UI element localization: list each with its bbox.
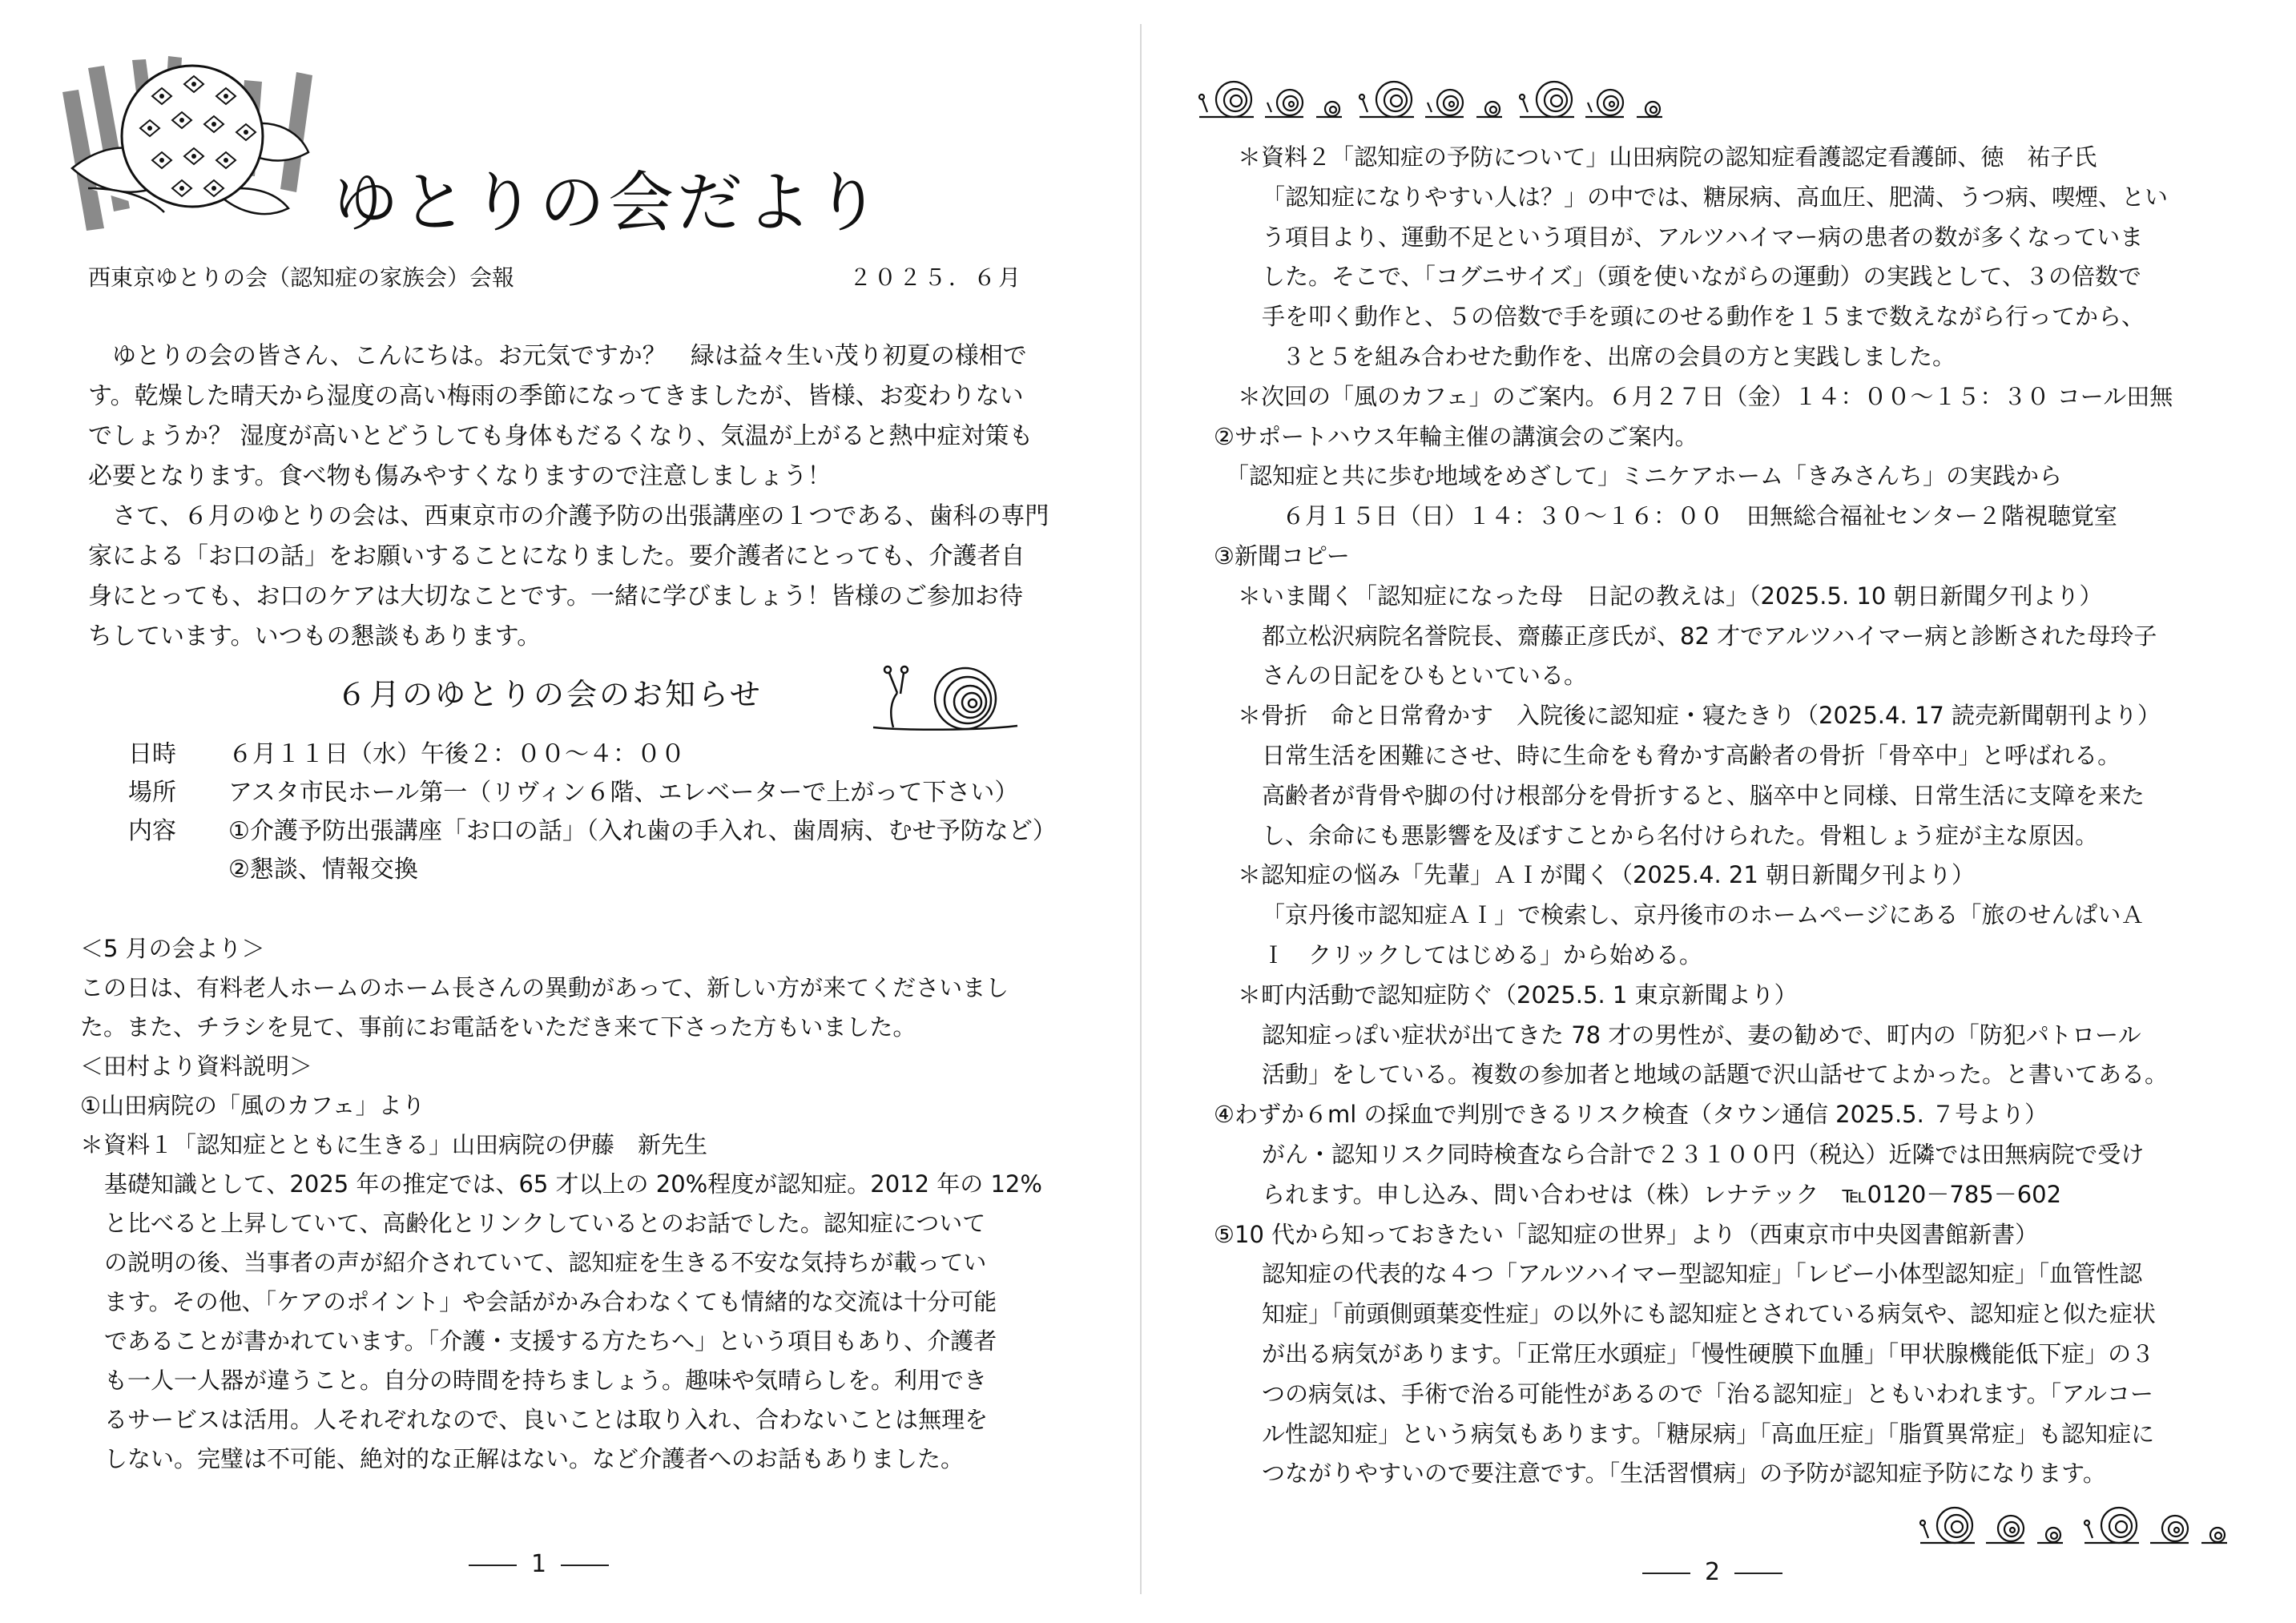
report-heading: ＜田村より資料説明＞ [80,1053,313,1080]
content-line: つの病気は、手術で治る可能性があるので「治る認知症」ともいわれます。「アルコー [1262,1379,2154,1408]
content-line: ＊次回の「風のカフェ」のご案内。６月２７日（金）１４：００～１５：３０ コール田無 [1238,382,2173,410]
content-line: 都立松沢病院名誉院長、齋藤正彦氏が、82 才でアルツハイマー病と診断された母玲子 [1262,622,2157,650]
content-line: ＊資料２「認知症の予防について」山田病院の認知症看護認定看護師、徳 祐子氏 [1238,143,2097,171]
content-line: ＊町内活動で認知症防ぐ（2025.5. 1 東京新聞より） [1238,981,1798,1009]
content-line: 「認知症になりやすい人は？」の中では、糖尿病、高血圧、肥満、うつ病、喫煙、とい [1262,183,2169,211]
report-line: ます。その他、「ケアのポイント」や会話がかみ合わなくても情緒的な交流は十分可能 [104,1288,997,1315]
content-line: ６月１５日（日）１４：３０～１６：００ 田無総合福祉センター２階視聴覚室 [1282,502,2117,530]
page-number-text: 1 [531,1550,547,1578]
info-value: アスタ市民ホール第一（リヴィン６階、エレベーターで上がって下さい） [228,779,1019,807]
intro-line: 身にとっても、お口のケアは大切なことです。一緒に学びましょう！皆様のご参加お待 [88,582,1023,610]
info-label: 内容 [128,817,176,845]
hydrangea-illustration [56,48,328,240]
content-line: 日常生活を困難にさせ、時に生命をも脅かす高齢者の骨折「骨卒中」と呼ばれる。 [1262,741,2121,769]
intro-paragraph [88,336,1053,657]
page-number-text: 2 [1705,1558,1721,1586]
content-line: ＊骨折 命と日常脅かす 入院後に認知症・寝たきり（2025.4. 17 読売新聞朝刊より） [1238,702,2161,730]
info-value: ①介護予防出張講座「お口の話」（入れ歯の手入れ、歯周病、むせ予防など） [228,817,1057,845]
page-number [1642,1558,1782,1586]
intro-line: 必要となります。食べ物も傷みやすくなりますので注意しましょう！ [88,462,832,490]
intro-line: す。乾燥した晴天から湿度の高い梅雨の季節になってきましたが、皆様、お変わりない [88,382,1024,410]
page-2-content [1214,138,2219,1494]
report-line: た。また、チラシを見て、事前にお電話をいただき来て下さった方もいました。 [80,1013,916,1041]
content-line: ３と５を組み合わせた動作を、出席の会員の方と実践しました。 [1282,342,1956,370]
content-line: ②サポートハウス年輪主催の講演会のご案内。 [1214,422,1698,450]
content-line: つながりやすいので要注意です。「生活習慣病」の予防が認知症予防になります。 [1262,1460,2106,1488]
report-line: であることが書かれています。「介護・支援する方たちへ」という項目もあり、介護者 [104,1327,997,1355]
notice-title: ６月のゆとりの会のお知らせ [336,677,763,712]
content-line: ③新聞コピー [1214,542,1350,570]
content-line: ＊いま聞く「認知症になった母 日記の教えは」（2025.5. 10 朝日新聞夕刊より） [1238,582,2103,610]
content-line: ＊認知症の悩み「先輩」ＡＩが聞く（2025.4. 21 朝日新聞夕刊より） [1238,861,1976,889]
content-line: 知症」「前頭側頭葉変性症」の以外にも認知症とされている病気や、認知症と似た症状 [1262,1300,2156,1328]
content-line: し、余命にも悪影響を及ぼすことから名付けられた。骨粗しょう症が主な原因。 [1262,821,2099,849]
content-line: 「京丹後市認知症ＡＩ」で検索し、京丹後市のホームページにある「旅のせんぱいＡ [1262,901,2145,929]
report-line: ①山田病院の「風のカフェ」より [80,1092,425,1119]
may-meeting-report [80,929,1061,1479]
issue-date: ２０２５．６月 [849,264,1024,291]
report-line: この日は、有料老人ホームのホーム長さんの異動があって、新しい方が来てくださいまし [80,974,1009,1001]
content-line: られます。申し込み、問い合わせは（株）レナテック ℡0120－785－602 [1262,1180,2062,1208]
report-line: の説明の後、当事者の声が紹介されていて、認知症を生きる不安な気持ちが載ってい [104,1249,987,1276]
page-number [469,1550,609,1578]
content-line: 認知症の代表的な４つ「アルツハイマー型認知症」「レビー小体型認知症」「血管性認 [1262,1260,2143,1288]
page-1 [0,0,1138,1623]
content-line: 手を叩く動作と、５の倍数で手を頭にのせる動作を１５まで数えながら行ってから、 [1262,303,2145,331]
snail-illustration [865,657,1025,737]
report-line: と比べると上昇していて、高齢化とリンクしているとのお話でした。認知症について [104,1210,986,1237]
intro-line: ちしています。いつもの懇談もあります。 [88,622,542,650]
page-fold [1140,24,1142,1594]
report-line: ＊資料１「認知症とともに生きる」山田病院の伊藤 新先生 [80,1131,708,1158]
report-line: しない。完璧は不可能、絶対的な正解はない。など介護者へのお話もありました。 [104,1445,965,1472]
content-line: 「認知症と共に歩む地域をめざして」ミニケアホーム「きみさんち」の実践から [1226,462,2063,490]
content-line: ④わずか６ml の採血で判別できるリスク検査（タウン通信 2025.5. ７号より） [1214,1101,2048,1129]
intro-line: さて、６月のゆとりの会は、西東京市の介護予防の出張講座の１つである、歯科の専門 [112,502,1049,530]
report-line: 基礎知識として、2025 年の推定では、65 才以上の 20%程度が認知症。2012 年の 12% [104,1170,1042,1198]
content-line: 高齢者が背骨や脚の付け根部分を骨折すると、脳卒中と同様、日常生活に支障を来た [1262,781,2145,809]
info-label: 場所 [128,779,176,807]
content-line: ⑤10 代から知っておきたい「認知症の世界」より（西東京市中央図書館新書） [1214,1220,2039,1248]
snail-border-bottom [1919,1496,2255,1553]
content-line: Ｉ クリックしてはじめる」から始める。 [1262,940,1702,969]
intro-line: でしょうか？ 湿度が高いとどうしても身体もだるくなり、気温が上がると熱中症対策も [88,422,1033,450]
info-value: ②懇談、情報交換 [228,856,418,884]
report-heading: ＜5 月の会より＞ [80,935,265,962]
content-line: ル性認知症」という病気もあります。「糖尿病」「高血圧症」「脂質異常症」も認知症に [1262,1420,2155,1448]
report-line: るサービスは活用。人それぞれなので、良いことは取り入れ、合わないことは無理を [104,1406,989,1433]
content-line: 活動」をしている。複数の参加者と地域の話題で沢山話せてよかった。と書いてある。 [1262,1061,2169,1089]
content-line: 認知症っぽい症状が出てきた 78 才の男性が、妻の勧めで、町内の「防犯パトロール [1262,1021,2141,1049]
masthead [56,48,1082,248]
newsletter-title: ゆとりの会だより [332,165,884,241]
content-line: がん・認知リスク同時検査なら合計で２３１００円（税込）近隣では田無病院で受け [1262,1140,2145,1168]
intro-line: ゆとりの会の皆さん、こんにちは。お元気ですか？ 緑は益々生い茂り初夏の様相で [112,342,1027,370]
content-line: が出る病気があります。「正常圧水頭症」「慢性硬膜下血腫」「甲状腺機能低下症」の３ [1262,1339,2155,1367]
info-value: ６月１１日（水）午後２：００～４：００ [228,740,685,768]
content-line: う項目より、運動不足という項目が、アルツハイマー病の患者の数が多くなっていま [1262,223,2144,251]
content-line: さんの日記をひもといている。 [1262,662,1588,690]
report-line: も一人一人器が違うこと。自分の時間を持ちましょう。趣味や気晴らしを。利用でき [104,1367,988,1394]
organization-name: 西東京ゆとりの会（認知症の家族会）会報 [88,264,515,291]
intro-line: 家による「お口の話」をお願いすることになりました。要介護者にとっても、介護者自 [88,542,1025,570]
snail-border-top [1198,70,1678,127]
content-line: した。そこで、「コグニサイズ」（頭を使いながらの運動）の実践として、３の倍数で [1262,263,2141,291]
info-label: 日時 [128,740,176,768]
